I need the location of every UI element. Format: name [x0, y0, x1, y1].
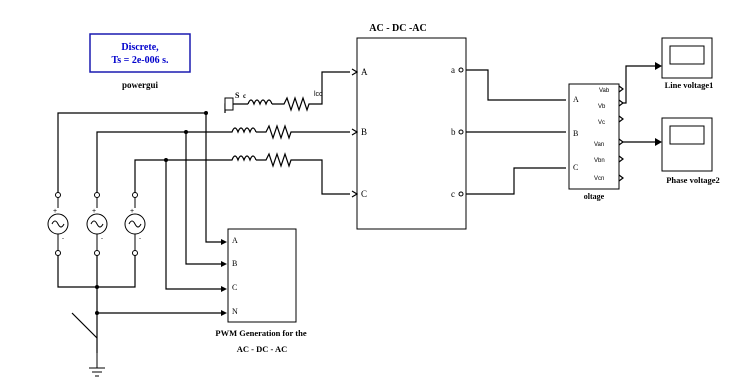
pwm-input-n-label: N: [232, 307, 238, 316]
ground-icon: [89, 353, 105, 376]
inductor-icon: [248, 100, 272, 104]
switch-label-c: c: [243, 92, 247, 100]
switch-label-lcc: lcc: [314, 91, 323, 98]
source-b-minus: -: [101, 236, 103, 242]
source-c-minus: -: [139, 236, 141, 242]
powergui-caption: powergui: [122, 80, 158, 90]
source-a-minus: -: [62, 236, 64, 242]
measurement-input-c-label: C: [573, 163, 579, 172]
powergui-mode: Discrete,: [121, 42, 159, 53]
pwm-box[interactable]: [228, 229, 296, 322]
ac-source-a[interactable]: [48, 193, 68, 256]
rl-branch-b[interactable]: [224, 126, 302, 138]
inductor-icon: [224, 156, 256, 160]
scope-line-voltage[interactable]: [662, 38, 713, 90]
powergui-box[interactable]: [90, 34, 190, 72]
powergui-block[interactable]: [90, 34, 190, 90]
source-b-plus: +: [92, 208, 97, 215]
converter-output-c-label: c: [451, 189, 455, 199]
measurement-input-b-label: B: [573, 129, 579, 138]
scope-phase-voltage[interactable]: [662, 118, 720, 185]
pwm-caption-line2: AC - DC - AC: [236, 344, 288, 354]
rl-branch-a[interactable]: [225, 91, 323, 110]
measurement-output-van: Van: [594, 142, 605, 148]
converter-output-a-label: a: [451, 65, 455, 75]
scope-line-voltage-screen: [670, 46, 704, 64]
measurement-output-vb: Vb: [598, 104, 606, 110]
rl-branch-c[interactable]: [224, 154, 302, 166]
measurement-input-a-label: A: [573, 95, 579, 104]
measurement-output-vc: Vc: [598, 120, 606, 126]
resistor-icon: [256, 154, 302, 166]
source-c-plus: +: [130, 208, 135, 215]
converter-output-b-label: b: [451, 127, 456, 137]
pwm-caption-line1: PWM Generation for the: [215, 328, 307, 338]
scope-phase-voltage-caption: Phase voltage2: [666, 175, 720, 185]
converter-box[interactable]: [357, 38, 466, 229]
measurement-output-vcn: Vcn: [594, 176, 605, 182]
scope-phase-voltage-screen: [670, 126, 704, 144]
pwm-input-a-label: A: [232, 236, 238, 245]
measurement-output-vab: Vab: [599, 88, 610, 94]
switch-icon: [225, 98, 233, 110]
pwm-input-c-label: C: [232, 283, 238, 292]
switch-label-s: S: [235, 91, 240, 100]
converter-title: AC - DC -AC: [369, 23, 427, 34]
converter-block[interactable]: [352, 23, 466, 229]
source-a-plus: +: [53, 208, 58, 215]
converter-input-a-label: A: [361, 67, 368, 77]
voltage-measurement-block[interactable]: [569, 84, 623, 201]
inductor-icon: [224, 128, 256, 132]
ac-source-c[interactable]: [125, 193, 145, 256]
measurement-output-vbn: Vbn: [594, 158, 605, 164]
measurement-caption: oltage: [583, 192, 605, 201]
pwm-input-b-label: B: [232, 259, 238, 268]
scope-line-voltage-caption: Line voltage1: [664, 80, 714, 90]
resistor-icon: [272, 98, 315, 110]
converter-input-c-label: C: [361, 189, 368, 199]
powergui-sample-time: Ts = 2e-006 s.: [111, 55, 169, 66]
resistor-icon: [256, 126, 302, 138]
pwm-generation-block[interactable]: [215, 229, 306, 354]
converter-input-b-label: B: [361, 127, 368, 137]
ac-source-b[interactable]: [87, 193, 107, 256]
